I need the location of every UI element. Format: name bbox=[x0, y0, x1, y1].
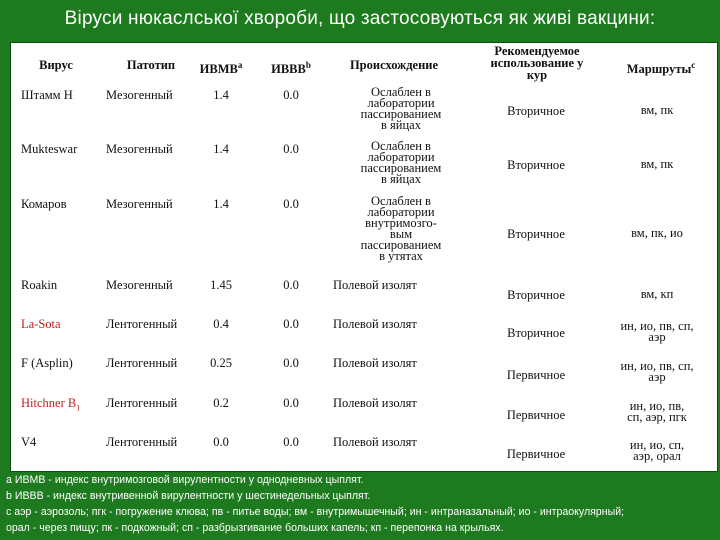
origin: Полевой изолят bbox=[333, 396, 417, 410]
virus-name: La-Sota bbox=[21, 317, 61, 331]
ivmv-value: 0.2 bbox=[213, 396, 229, 410]
header-routes: Маршруты$^c$ bbox=[626, 60, 696, 77]
origin: Ослаблен в лаборатории внутримозго- вым пассированием в утятах bbox=[360, 194, 442, 263]
header-origin: Происхождение bbox=[349, 58, 439, 72]
routes: ин, ио, пв, сп, аэр bbox=[620, 359, 694, 384]
ivmv-value: 0.4 bbox=[213, 317, 229, 331]
ivvv-value: 0.0 bbox=[283, 435, 299, 449]
virus-name: F (Asplin) bbox=[21, 356, 73, 370]
footnote-a: a ИВМВ - индекс внутримозговой вирулентности у однодневных цыплят. bbox=[6, 474, 364, 486]
routes: вм, пк, ио bbox=[631, 226, 683, 240]
ivvv-value: 0.0 bbox=[283, 317, 299, 331]
origin: Полевой изолят bbox=[333, 435, 417, 449]
usage: Вторичное bbox=[507, 227, 565, 241]
virus-name: Roakin bbox=[21, 278, 58, 292]
origin: Полевой изолят bbox=[333, 356, 417, 370]
ivvv-value: 0.0 bbox=[283, 142, 299, 156]
ivmv-value: 0.0 bbox=[213, 435, 229, 449]
ivmv-value: 1.4 bbox=[213, 88, 229, 102]
footnote-c: c аэр - аэрозоль; пгк - погружение клюва; пв - питье воды; вм - внутримышечный; ин - интраназальный; ио - интраокулярный; bbox=[6, 506, 625, 518]
pathotype: Лентогенный bbox=[106, 396, 178, 410]
routes: вм, кп bbox=[640, 287, 674, 301]
virus-name: Комаров bbox=[21, 197, 67, 211]
usage: Вторичное bbox=[507, 104, 565, 118]
virus-name: Mukteswar bbox=[21, 142, 78, 156]
routes: вм, пк bbox=[640, 157, 674, 171]
pathotype: Мезогенный bbox=[106, 142, 173, 156]
slide-title: Віруси нюкаслської хвороби, що застосовуються як живі вакцини: bbox=[64, 8, 656, 29]
virus-name: Hitchner $B_1$ bbox=[21, 396, 81, 413]
header-ivmv: ИВМВ$^a$ bbox=[199, 60, 243, 77]
usage: Вторичное bbox=[507, 326, 565, 340]
ivvv-value: 0.0 bbox=[283, 197, 299, 211]
origin: Полевой изолят bbox=[333, 317, 417, 331]
pathotype: Мезогенный bbox=[106, 197, 173, 211]
header-virus: Вирус bbox=[39, 58, 73, 72]
ivmv-value: 1.4 bbox=[213, 197, 229, 211]
usage: Вторичное bbox=[507, 158, 565, 172]
ivmv-value: 1.45 bbox=[210, 278, 232, 292]
header-ivvv: ИВВВ$^b$ bbox=[271, 60, 311, 77]
pathotype: Мезогенный bbox=[106, 88, 173, 102]
usage: Первичное bbox=[506, 368, 566, 382]
routes: ин, ио, сп, аэр, орал bbox=[629, 438, 685, 463]
ivvv-value: 0.0 bbox=[283, 356, 299, 370]
pathotype: Лентогенный bbox=[106, 356, 178, 370]
virus-name: Штамм Н bbox=[21, 88, 73, 102]
vaccine-table bbox=[10, 42, 718, 472]
header-pathotype: Патотип bbox=[126, 58, 176, 72]
ivmv-value: 1.4 bbox=[213, 142, 229, 156]
pathotype: Лентогенный bbox=[106, 435, 178, 449]
ivmv-value: 0.25 bbox=[210, 356, 232, 370]
ivvv-value: 0.0 bbox=[283, 278, 299, 292]
origin: Ослаблен в лаборатории пассированием в яйцах bbox=[360, 85, 442, 132]
routes: ин, ио, пв, сп, аэр, пгк bbox=[627, 399, 687, 424]
usage: Вторичное bbox=[507, 288, 565, 302]
footnote-c-cont: орал - через пищу; пк - подкожный; сп - разбрызгивание больших капель; кп - перепонка на крыльях. bbox=[6, 522, 504, 534]
ivvv-value: 0.0 bbox=[283, 88, 299, 102]
header-usage: Рекомендуемое использование у кур bbox=[490, 44, 584, 82]
ivvv-value: 0.0 bbox=[283, 396, 299, 410]
pathotype: Лентогенный bbox=[106, 317, 178, 331]
usage: Первичное bbox=[506, 408, 566, 422]
routes: ин, ио, пв, сп, аэр bbox=[620, 319, 694, 344]
footnote-b: b ИВВВ - индекс внутривенной вирулентности у шестинедельных цыплят. bbox=[6, 490, 371, 502]
virus-name: V4 bbox=[21, 435, 37, 449]
origin: Ослаблен в лаборатории пассированием в яйцах bbox=[360, 139, 442, 186]
routes: вм, пк bbox=[640, 103, 674, 117]
origin: Полевой изолят bbox=[333, 278, 417, 292]
usage: Первичное bbox=[506, 447, 566, 461]
pathotype: Мезогенный bbox=[106, 278, 173, 292]
